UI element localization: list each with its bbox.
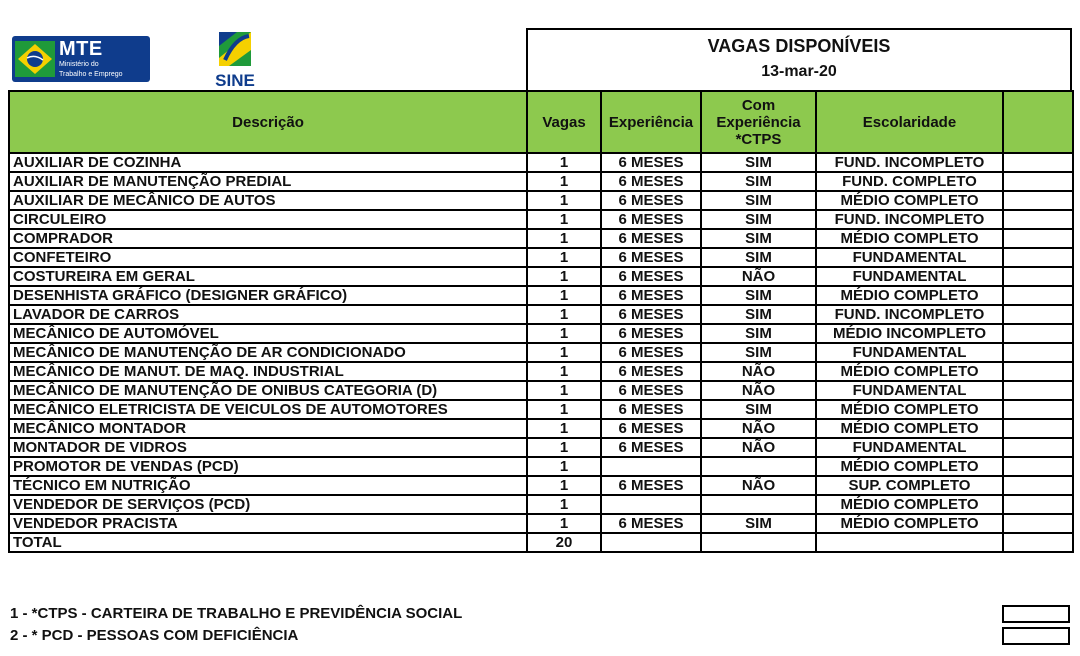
table-row	[9, 343, 1073, 362]
cell-blank	[1003, 419, 1073, 438]
cell-ctps: SIM	[701, 324, 816, 343]
cell-descricao: AUXILIAR DE MANUTENÇÃO PREDIAL	[9, 172, 527, 191]
col-header-ctps-line2: Experiência	[716, 113, 801, 131]
table-row	[9, 495, 1073, 514]
cell-ctps: SIM	[701, 343, 816, 362]
cell-blank	[1003, 248, 1073, 267]
cell-ctps: NÃO	[701, 419, 816, 438]
page-title: VAGAS DISPONÍVEIS	[707, 36, 891, 56]
cell-experiencia: 6 MESES	[601, 286, 701, 305]
cell-escolaridade: FUND. INCOMPLETO	[816, 153, 1003, 172]
total-empty-cell	[816, 533, 1003, 552]
cell-ctps: NÃO	[701, 438, 816, 457]
sine-logo-text: SINE	[215, 71, 255, 90]
cell-vagas: 1	[527, 248, 601, 267]
table-row	[9, 362, 1073, 381]
cell-vagas: 1	[527, 191, 601, 210]
cell-descricao: PROMOTOR DE VENDAS (PCD)	[9, 457, 527, 476]
cell-blank	[1003, 210, 1073, 229]
cell-ctps: SIM	[701, 248, 816, 267]
footnote-box-2	[1002, 627, 1070, 645]
cell-descricao: MECÂNICO DE AUTOMÓVEL	[9, 324, 527, 343]
cell-experiencia: 6 MESES	[601, 191, 701, 210]
cell-descricao: MECÂNICO ELETRICISTA DE VEICULOS DE AUTOMOTORES	[9, 400, 527, 419]
cell-experiencia	[601, 495, 701, 514]
col-header-blank	[1003, 91, 1073, 153]
cell-vagas: 1	[527, 400, 601, 419]
footnote-1: 1 - *CTPS - CARTEIRA DE TRABALHO E PREVIDÊNCIA SOCIAL	[10, 605, 463, 622]
cell-descricao: DESENHISTA GRÁFICO (DESIGNER GRÁFICO)	[9, 286, 527, 305]
cell-descricao: MECÂNICO DE MANUTENÇÃO DE AR CONDICIONADO	[9, 343, 527, 362]
cell-vagas: 1	[527, 381, 601, 400]
table-row	[9, 476, 1073, 495]
cell-blank	[1003, 438, 1073, 457]
cell-escolaridade: FUNDAMENTAL	[816, 267, 1003, 286]
cell-experiencia: 6 MESES	[601, 153, 701, 172]
cell-ctps: SIM	[701, 191, 816, 210]
cell-escolaridade: SUP. COMPLETO	[816, 476, 1003, 495]
cell-experiencia: 6 MESES	[601, 438, 701, 457]
cell-vagas: 1	[527, 286, 601, 305]
cell-descricao: TÉCNICO EM NUTRIÇÃO	[9, 476, 527, 495]
cell-descricao: VENDEDOR PRACISTA	[9, 514, 527, 533]
cell-experiencia: 6 MESES	[601, 400, 701, 419]
table-row	[9, 457, 1073, 476]
cell-experiencia: 6 MESES	[601, 210, 701, 229]
cell-blank	[1003, 153, 1073, 172]
cell-descricao: VENDEDOR DE SERVIÇOS (PCD)	[9, 495, 527, 514]
total-row	[9, 533, 1073, 552]
table-row	[9, 248, 1073, 267]
cell-descricao: COSTUREIRA EM GERAL	[9, 267, 527, 286]
cell-ctps: NÃO	[701, 362, 816, 381]
cell-experiencia: 6 MESES	[601, 362, 701, 381]
cell-experiencia: 6 MESES	[601, 343, 701, 362]
cell-blank	[1003, 495, 1073, 514]
cell-vagas: 1	[527, 324, 601, 343]
table-row	[9, 229, 1073, 248]
cell-descricao: COMPRADOR	[9, 229, 527, 248]
cell-experiencia: 6 MESES	[601, 381, 701, 400]
table-row	[9, 191, 1073, 210]
cell-vagas: 1	[527, 267, 601, 286]
cell-blank	[1003, 286, 1073, 305]
col-header-ctps-line1: Com	[741, 96, 776, 114]
table-row	[9, 514, 1073, 533]
brazil-flag-icon	[15, 39, 55, 79]
cell-blank	[1003, 514, 1073, 533]
col-header-descricao: Descrição	[9, 91, 527, 153]
cell-blank	[1003, 476, 1073, 495]
total-empty-cell	[601, 533, 701, 552]
cell-ctps: SIM	[701, 400, 816, 419]
cell-descricao: MECÂNICO DE MANUTENÇÃO DE ONIBUS CATEGORIA (D)	[9, 381, 527, 400]
table-row	[9, 381, 1073, 400]
cell-escolaridade: FUNDAMENTAL	[816, 343, 1003, 362]
cell-vagas: 1	[527, 343, 601, 362]
document-header	[8, 28, 1072, 90]
cell-escolaridade: MÉDIO COMPLETO	[816, 286, 1003, 305]
cell-ctps: SIM	[701, 172, 816, 191]
cell-escolaridade: MÉDIO COMPLETO	[816, 457, 1003, 476]
cell-escolaridade: FUND. COMPLETO	[816, 172, 1003, 191]
cell-blank	[1003, 400, 1073, 419]
cell-vagas: 1	[527, 172, 601, 191]
title-box	[526, 28, 1072, 90]
logo-area	[8, 28, 526, 90]
cell-descricao: AUXILIAR DE MECÂNICO DE AUTOS	[9, 191, 527, 210]
cell-ctps: SIM	[701, 514, 816, 533]
col-header-experiencia: Experiência	[601, 91, 701, 153]
cell-escolaridade: FUND. INCOMPLETO	[816, 210, 1003, 229]
cell-escolaridade: FUND. INCOMPLETO	[816, 305, 1003, 324]
total-vagas: 20	[527, 533, 601, 552]
table-row	[9, 324, 1073, 343]
cell-experiencia	[601, 457, 701, 476]
cell-escolaridade: MÉDIO COMPLETO	[816, 514, 1003, 533]
table-header-row	[9, 91, 1073, 153]
cell-descricao: CIRCULEIRO	[9, 210, 527, 229]
table-row	[9, 438, 1073, 457]
cell-blank	[1003, 229, 1073, 248]
cell-escolaridade: MÉDIO COMPLETO	[816, 400, 1003, 419]
cell-escolaridade: MÉDIO COMPLETO	[816, 419, 1003, 438]
cell-vagas: 1	[527, 153, 601, 172]
table-row	[9, 305, 1073, 324]
cell-escolaridade: FUNDAMENTAL	[816, 438, 1003, 457]
table-row	[9, 210, 1073, 229]
col-header-vagas: Vagas	[527, 91, 601, 153]
cell-ctps	[701, 495, 816, 514]
table-body	[9, 153, 1073, 533]
cell-escolaridade: MÉDIO COMPLETO	[816, 495, 1003, 514]
vacancies-table	[8, 90, 1074, 553]
footnote-2: 2 - * PCD - PESSOAS COM DEFICIÊNCIA	[10, 627, 299, 644]
cell-vagas: 1	[527, 476, 601, 495]
cell-blank	[1003, 324, 1073, 343]
sine-emblem-icon	[215, 30, 255, 68]
table-row	[9, 172, 1073, 191]
table-row	[9, 400, 1073, 419]
cell-ctps	[701, 457, 816, 476]
col-header-ctps-line3: *CTPS	[735, 130, 782, 148]
cell-experiencia: 6 MESES	[601, 229, 701, 248]
cell-vagas: 1	[527, 419, 601, 438]
cell-experiencia: 6 MESES	[601, 324, 701, 343]
cell-vagas: 1	[527, 438, 601, 457]
mte-sub-1: Ministério do	[59, 61, 99, 68]
cell-ctps: SIM	[701, 305, 816, 324]
col-header-ctps	[701, 91, 816, 153]
cell-vagas: 1	[527, 457, 601, 476]
cell-blank	[1003, 343, 1073, 362]
cell-ctps: SIM	[701, 229, 816, 248]
footnote-box-1	[1002, 605, 1070, 623]
cell-vagas: 1	[527, 305, 601, 324]
table-row	[9, 286, 1073, 305]
col-header-escolaridade: Escolaridade	[816, 91, 1003, 153]
cell-escolaridade: FUNDAMENTAL	[816, 248, 1003, 267]
cell-experiencia: 6 MESES	[601, 248, 701, 267]
cell-experiencia: 6 MESES	[601, 305, 701, 324]
mte-logo	[12, 36, 150, 82]
cell-experiencia: 6 MESES	[601, 172, 701, 191]
cell-experiencia: 6 MESES	[601, 476, 701, 495]
cell-ctps: NÃO	[701, 381, 816, 400]
cell-blank	[1003, 267, 1073, 286]
cell-descricao: CONFETEIRO	[9, 248, 527, 267]
cell-escolaridade: MÉDIO COMPLETO	[816, 191, 1003, 210]
cell-vagas: 1	[527, 514, 601, 533]
cell-descricao: MONTADOR DE VIDROS	[9, 438, 527, 457]
cell-vagas: 1	[527, 210, 601, 229]
cell-escolaridade: MÉDIO COMPLETO	[816, 362, 1003, 381]
cell-blank	[1003, 191, 1073, 210]
total-empty-cell	[1003, 533, 1073, 552]
cell-blank	[1003, 362, 1073, 381]
cell-escolaridade: FUNDAMENTAL	[816, 381, 1003, 400]
cell-ctps: SIM	[701, 153, 816, 172]
cell-descricao: AUXILIAR DE COZINHA	[9, 153, 527, 172]
page-date: 13-mar-20	[761, 63, 837, 80]
cell-blank	[1003, 172, 1073, 191]
cell-descricao: MECÂNICO MONTADOR	[9, 419, 527, 438]
cell-blank	[1003, 381, 1073, 400]
mte-sub-2: Trabalho e Emprego	[59, 71, 123, 78]
table-row	[9, 267, 1073, 286]
table-row	[9, 153, 1073, 172]
total-empty-cell	[701, 533, 816, 552]
cell-ctps: NÃO	[701, 267, 816, 286]
cell-ctps: NÃO	[701, 476, 816, 495]
cell-experiencia: 6 MESES	[601, 514, 701, 533]
cell-descricao: LAVADOR DE CARROS	[9, 305, 527, 324]
cell-vagas: 1	[527, 362, 601, 381]
cell-blank	[1003, 457, 1073, 476]
cell-ctps: SIM	[701, 286, 816, 305]
mte-logo-text: MTE	[59, 38, 103, 60]
cell-blank	[1003, 305, 1073, 324]
cell-escolaridade: MÉDIO INCOMPLETO	[816, 324, 1003, 343]
cell-vagas: 1	[527, 229, 601, 248]
sine-logo	[206, 30, 264, 88]
cell-escolaridade: MÉDIO COMPLETO	[816, 229, 1003, 248]
cell-descricao: MECÂNICO DE MANUT. DE MAQ. INDUSTRIAL	[9, 362, 527, 381]
cell-experiencia: 6 MESES	[601, 419, 701, 438]
cell-ctps: SIM	[701, 210, 816, 229]
cell-vagas: 1	[527, 495, 601, 514]
cell-experiencia: 6 MESES	[601, 267, 701, 286]
table-row	[9, 419, 1073, 438]
total-label: TOTAL	[9, 533, 527, 552]
